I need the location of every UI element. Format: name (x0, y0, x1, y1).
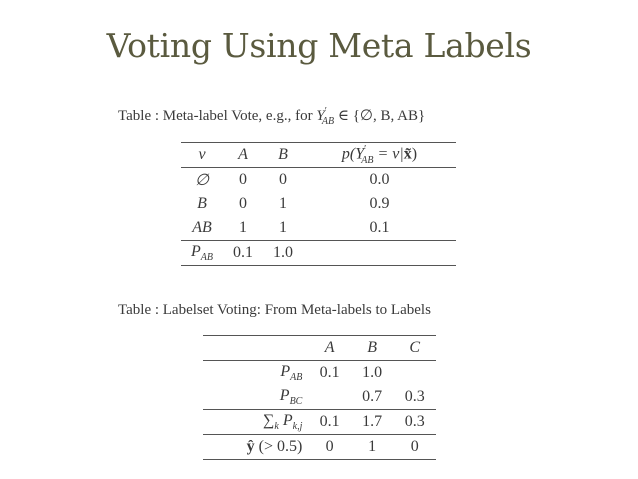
table1-cell-a: 1 (239, 219, 247, 236)
table1-header-p-pre: p(Y (341, 145, 365, 163)
table2-row-p: P (279, 386, 290, 404)
sum-term: P (282, 411, 293, 429)
table1-header-p (303, 143, 456, 168)
table1-caption (118, 106, 425, 127)
sum-term-sub: k,j (292, 421, 303, 433)
table2-cell-b: 0.7 (362, 388, 383, 405)
table-row (181, 216, 456, 241)
table2-cell-a: 0.1 (308, 361, 351, 386)
table1-cell-v: B (197, 195, 207, 212)
table2-threshold-b: 1 (351, 435, 394, 460)
table2-header-a: A (308, 336, 351, 361)
table1-caption-var: Y (316, 108, 325, 124)
table-row (181, 168, 456, 193)
table1-cell-b: 1 (279, 195, 287, 212)
table2-sum-b: 1.7 (351, 410, 394, 435)
table-row (181, 192, 456, 216)
table1-header-v: v (181, 143, 223, 168)
table1-cell-a: 0 (239, 195, 247, 212)
table2-threshold-a: 0 (308, 435, 351, 460)
table1-footer-p-empty (303, 241, 456, 266)
table2-row-p: P (280, 362, 291, 380)
table2-caption: Table : Labelset Voting: From Meta-labels to Labels (118, 302, 431, 318)
table2-cell-b: 1.0 (351, 361, 394, 386)
table1-cell-v: AB (192, 219, 212, 236)
table1-footer-a: 0.1 (223, 241, 263, 266)
table2-threshold-label (203, 435, 308, 460)
table2-row-label (203, 361, 308, 386)
table1-header-row (181, 143, 456, 168)
table2-row-sub: AB (290, 372, 303, 384)
table1-header-a: A (223, 143, 263, 168)
table2-threshold-c: 0 (393, 435, 436, 460)
table2-cell-a (308, 385, 351, 410)
table1-caption-sub: AB (321, 116, 335, 127)
sum-symbol: ∑ (262, 411, 275, 429)
table2-header-c: C (393, 336, 436, 361)
table2-sum-c: 0.3 (393, 410, 436, 435)
table2-threshold-row (203, 435, 436, 460)
threshold-text: (> 0.5) (254, 438, 303, 455)
table1-cell-b: 1 (279, 219, 287, 236)
table1-caption-prefix: Table : Meta-label Vote, e.g., for (118, 108, 317, 124)
table1-footer-b: 1.0 (263, 241, 303, 266)
y-hat: ŷ (246, 438, 255, 455)
table-row (203, 385, 436, 410)
table1-header-p-prime: ′ (364, 144, 367, 156)
table2-row-label (203, 385, 308, 410)
table1-header-b: B (263, 143, 303, 168)
table1-header-p-close: ) (411, 145, 418, 163)
table1-footer-sub: AB (200, 252, 213, 264)
table-row (203, 361, 436, 386)
table2-row-sub: BC (289, 396, 303, 408)
meta-label-vote-table (181, 142, 456, 266)
table1-header-p-post: = v| (373, 145, 404, 163)
table2-header-b: B (351, 336, 394, 361)
table1-cell-p: 0.0 (303, 168, 456, 193)
table1-cell-b: 0 (263, 168, 303, 193)
table1-footer-row (181, 241, 456, 266)
table2-sum-label (203, 410, 308, 435)
table1-header-p-x: x̃ (403, 145, 412, 163)
sum-index: k (274, 421, 279, 433)
table2-sum-a: 0.1 (308, 410, 351, 435)
labelset-voting-table (203, 335, 436, 460)
table1-footer-p: P (191, 242, 201, 260)
table1-cell-v: ∅ (181, 168, 223, 193)
table2-cell-c (393, 361, 436, 386)
table1-cell-p: 0.1 (369, 219, 390, 236)
table1-cell-p: 0.9 (369, 195, 390, 212)
table2-header-label (203, 336, 308, 361)
table1-caption-set: ∈ {∅, B, AB} (334, 108, 426, 124)
slide-title: Voting Using Meta Labels (106, 26, 532, 65)
table1-header-p-sub: AB (361, 154, 374, 166)
table1-cell-a: 0 (223, 168, 263, 193)
table2-sum-row (203, 410, 436, 435)
table1-caption-prime: ′ (324, 106, 327, 117)
table1-footer-label (181, 241, 223, 266)
table2-header-row (203, 336, 436, 361)
table2-cell-c: 0.3 (404, 388, 425, 405)
